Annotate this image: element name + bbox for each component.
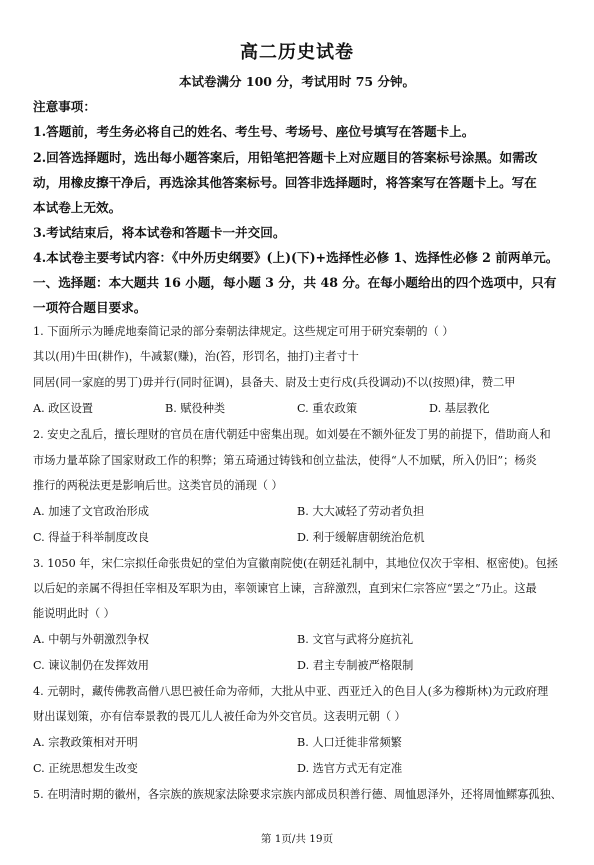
exam-title: 高二历史试卷 xyxy=(240,42,354,63)
notice-line: 2.回答选择题时，选出每小题答案后，用铅笔把答题卡上对应题目的答案标号涂黑。如需改 xyxy=(33,150,538,165)
question-stem-line: 3. 1050 年，宋仁宗拟任命张贵妃的堂伯为宣徽南院使(在朝廷礼制中，其地位仅次于宰相、枢密使)。包拯 xyxy=(33,557,558,570)
notice-line: 动，用橡皮擦干净后，再选涂其他答案标号。回答非选择题时，将答案写在答题卡上。写在 xyxy=(33,175,537,190)
question-stem-line: 以后妃的亲属不得担任宰相及军职为由，率领谏官上谏，言辞激烈，直到宋仁宗答应“罢之”乃止。这最 xyxy=(33,582,537,595)
section-instruction: 一、选择题：本大题共 16 小题，每小题 3 分，共 48 分。在每小题给出的四个选项中，只有 xyxy=(33,275,557,290)
answer-option: D. 基层教化 xyxy=(429,402,490,415)
notice-line: 3.考试结束后，将本试卷和答题卡一并交回。 xyxy=(33,225,286,240)
question-stem-line: 同居(同一家庭的男丁)毋并行(同时征调)，县备夫、尉及士吏行戍(兵役调动)不以(按照)律，赞二甲 xyxy=(33,376,516,389)
notice-line: 4.本试卷主要考试内容：《中外历史纲要》(上)(下)+选择性必修 1、选择性必修 2 前两单元。 xyxy=(33,250,559,265)
answer-option: C. 得益于科举制度改良 xyxy=(33,531,149,544)
exam-subtitle: 本试卷满分 100 分，考试用时 75 分钟。 xyxy=(179,74,415,89)
answer-option: B. 文官与武将分庭抗礼 xyxy=(297,633,414,646)
answer-option: B. 人口迁徙非常频繁 xyxy=(297,736,402,749)
answer-option: A. 政区设置 xyxy=(33,402,93,415)
question-stem-line: 5. 在明清时期的徽州，各宗族的族规家法除要求宗族内部成员积善行德、周恤恩泽外，还将周恤鳏寡孤独、 xyxy=(33,788,562,801)
notice-heading: 注意事项： xyxy=(33,99,96,114)
answer-option: C. 谏议制仍在发挥效用 xyxy=(33,659,149,672)
question-stem-line: 推行的两税法更是影响后世。这类官员的涌现（ ） xyxy=(33,479,283,492)
question-stem-line: 财出谋划策，亦有信奉景教的畏兀儿人被任命为外交官员。这表明元朝（ ） xyxy=(33,710,406,723)
answer-option: A. 加速了文官政治形成 xyxy=(33,505,149,518)
question-stem-line: 2. 安史之乱后，擅长理财的官员在唐代朝廷中密集出现。如刘晏在不额外征发丁男的前提下，借助商人和 xyxy=(33,428,551,441)
answer-option: A. 中朝与外朝激烈争权 xyxy=(33,633,149,646)
question-stem-line: 其以(用)牛田(耕作)，牛减絜(赚)，治(笞，形罚名，抽打)主者寸十 xyxy=(33,350,359,363)
answer-option: C. 重农政策 xyxy=(297,402,358,415)
page-number: 第 1页/共 19页 xyxy=(260,833,334,845)
section-instruction: 一项符合题目要求。 xyxy=(33,300,147,315)
question-stem-line: 能说明此时（ ） xyxy=(33,607,115,620)
notice-line: 1.答题前，考生务必将自己的姓名、考生号、考场号、座位号填写在答题卡上。 xyxy=(33,124,475,139)
answer-option: B. 赋役种类 xyxy=(165,402,226,415)
notice-line: 本试卷上无效。 xyxy=(33,200,122,215)
question-stem-line: 市场力量革除了国家财政工作的积弊；第五琦通过铸钱和创立盐法，使得“人不加赋，所入仍旧”；杨炎 xyxy=(33,454,537,467)
answer-option: A. 宗教政策相对开明 xyxy=(33,736,138,749)
question-stem-line: 1. 下面所示为睡虎地秦简记录的部分秦朝法律规定。这些规定可用于研究秦朝的（ ） xyxy=(33,325,454,338)
answer-option: D. 君主专制被严格限制 xyxy=(297,659,414,672)
question-stem-line: 4. 元朝时，藏传佛教高僧八思巴被任命为帝师，大批从中亚、西亚迁入的色目人(多为穆斯林)为元政府理 xyxy=(33,685,549,698)
answer-option: B. 大大减轻了劳动者负担 xyxy=(297,505,425,518)
answer-option: D. 利于缓解唐朝统治危机 xyxy=(297,531,425,544)
answer-option: C. 正统思想发生改变 xyxy=(33,762,138,775)
answer-option: D. 选官方式无有定准 xyxy=(297,762,403,775)
